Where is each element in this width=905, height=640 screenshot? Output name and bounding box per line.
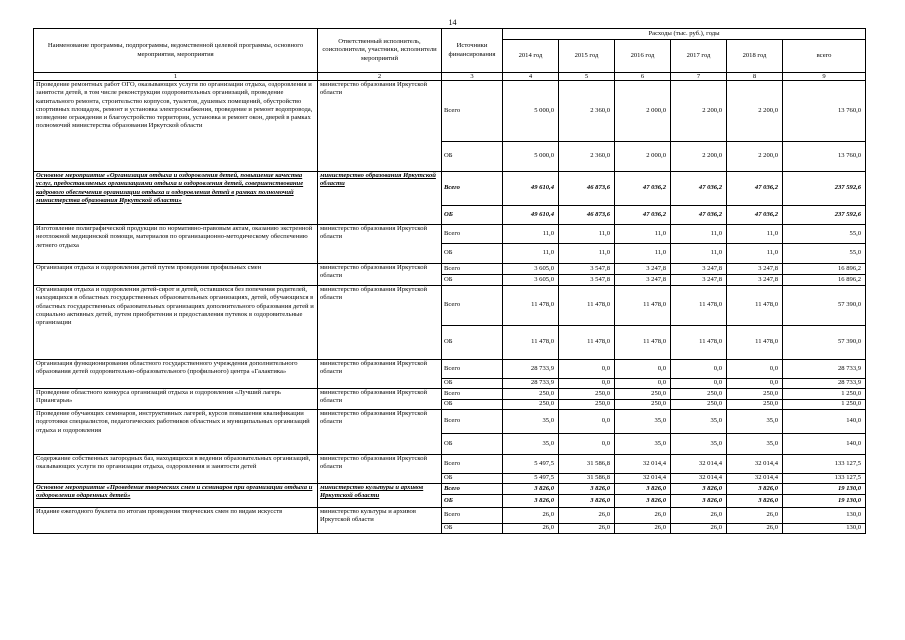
funding-source: Всего [442, 484, 503, 495]
total-value: 1 250,0 [783, 400, 866, 410]
year-value: 250,0 [615, 389, 671, 400]
year-value: 250,0 [727, 400, 783, 410]
year-value: 2 200,0 [671, 81, 727, 142]
total-value: 57 390,0 [783, 326, 866, 360]
year-value: 3 826,0 [503, 495, 559, 508]
table-row [34, 225, 866, 244]
activity-name: Основное мероприятие «Организация отдыха и оздоровления детей, повышение качества услуг, предоставляемых организациями отдыха и оздоровления детей, совершенствование кадрового обеспечения организации отдыха и оздоровления детей в рамках полномочий министерства образования Иркутской области» [34, 172, 318, 225]
year-value: 11 478,0 [615, 286, 671, 326]
year-value: 47 036,2 [727, 206, 783, 225]
year-value: 2 200,0 [727, 142, 783, 172]
year-value: 26,0 [503, 508, 559, 524]
year-value: 250,0 [559, 400, 615, 410]
year-value: 47 036,2 [615, 172, 671, 206]
activity-name: Проведение ремонтных работ ОГО, оказывающих услуги по организации отдыха, оздоровления и занятости детей, в том числе реконструкция оздоровительных организаций, проведение капитального ремонта, строительство корпусов, туалетов, душевых помещений, обустройство спортивных площадок, ремонт и установка электроснабжения, проведение и ремонт водопровода, возведение ограждения и благоустройство территории, установка и ремонт окон, дверей в рамках полномочий министерства образования Иркутской области [34, 81, 318, 172]
executor-name: министерство образования Иркутской области [318, 264, 442, 286]
header-executor: Ответственный исполнитель, соисполнители, участники, исполнители мероприятий [318, 29, 442, 73]
year-value: 26,0 [559, 508, 615, 524]
activity-name: Издание ежегодного буклета по итогам проведения творческих смен по видам искусств [34, 508, 318, 534]
year-value: 31 586,8 [559, 455, 615, 474]
year-value: 26,0 [559, 524, 615, 534]
year-value: 26,0 [671, 524, 727, 534]
header-name: Наименование программы, подпрограммы, ведомственной целевой программы, основного мероприятия, мероприятия [34, 29, 318, 73]
year-value: 3 826,0 [727, 495, 783, 508]
year-value: 3 826,0 [559, 484, 615, 495]
funding-source: Всего [442, 455, 503, 474]
column-number: 6 [615, 73, 671, 81]
year-value: 3 247,8 [727, 264, 783, 275]
year-value: 2 360,0 [559, 142, 615, 172]
year-value: 11 478,0 [615, 326, 671, 360]
funding-source: ОБ [442, 474, 503, 484]
funding-source: Всего [442, 360, 503, 379]
total-value: 55,0 [783, 244, 866, 264]
year-value: 46 873,6 [559, 172, 615, 206]
year-value: 26,0 [671, 508, 727, 524]
year-value: 35,0 [727, 410, 783, 434]
activity-name: Проведение обучающих семинаров, инструктивных лагерей, курсов повышения квалификации подготовки специалистов, педагогических работников областных и муниципальных организаций отдыха и оздоровления [34, 410, 318, 455]
year-value: 31 586,8 [559, 474, 615, 484]
header-year: 2018 год [727, 40, 783, 73]
year-value: 250,0 [727, 389, 783, 400]
column-number: 2 [318, 73, 442, 81]
year-value: 11,0 [503, 225, 559, 244]
year-value: 250,0 [503, 389, 559, 400]
executor-name: министерство образования Иркутской области [318, 389, 442, 410]
activity-name: Организация отдыха и оздоровления детей путем проведения профильных смен [34, 264, 318, 286]
year-value: 49 610,4 [503, 172, 559, 206]
funding-source: ОБ [442, 142, 503, 172]
year-value: 3 826,0 [671, 484, 727, 495]
executor-name: министерство культуры и архивов Иркутской области [318, 508, 442, 534]
funding-source: ОБ [442, 400, 503, 410]
page-number: 14 [448, 18, 457, 27]
table-row [34, 81, 866, 142]
total-value: 1 250,0 [783, 389, 866, 400]
year-value: 0,0 [559, 360, 615, 379]
year-value: 47 036,2 [671, 172, 727, 206]
funding-source: Всего [442, 410, 503, 434]
activity-name: Организация отдыха и оздоровления детей-сирот и детей, оставшихся без попечения родителей, находящихся в областных государственных образовательных организациях, детей, обучающихся в областных государственных образовательных организациях дополнительного образования детей и социально активных детей, путем приобретения и предоставления путевок в оздоровительные организации [34, 286, 318, 360]
year-value: 26,0 [615, 524, 671, 534]
year-value: 0,0 [559, 379, 615, 389]
year-value: 0,0 [559, 410, 615, 434]
year-value: 11,0 [559, 225, 615, 244]
year-value: 3 826,0 [615, 495, 671, 508]
year-value: 250,0 [559, 389, 615, 400]
year-value: 32 014,4 [615, 474, 671, 484]
funding-source: Всего [442, 286, 503, 326]
year-value: 35,0 [503, 434, 559, 455]
year-value: 3 826,0 [559, 495, 615, 508]
column-number: 3 [442, 73, 503, 81]
year-value: 3 605,0 [503, 264, 559, 275]
year-value: 0,0 [727, 360, 783, 379]
year-value: 0,0 [615, 360, 671, 379]
total-value: 140,0 [783, 410, 866, 434]
year-value: 5 000,0 [503, 142, 559, 172]
header-source: Источники финансирования [442, 29, 503, 73]
year-value: 46 873,6 [559, 206, 615, 225]
total-value: 28 733,9 [783, 360, 866, 379]
year-value: 0,0 [559, 434, 615, 455]
activity-name: Проведение областного конкурса организаций отдыха и оздоровления «Лучший лагерь Приангарья» [34, 389, 318, 410]
year-value: 26,0 [727, 508, 783, 524]
year-value: 3 826,0 [671, 495, 727, 508]
funding-source: Всего [442, 172, 503, 206]
year-value: 0,0 [727, 379, 783, 389]
funding-source: ОБ [442, 244, 503, 264]
year-value: 32 014,4 [615, 455, 671, 474]
total-value: 16 896,2 [783, 275, 866, 286]
year-value: 250,0 [671, 389, 727, 400]
year-value: 11,0 [503, 244, 559, 264]
year-value: 2 360,0 [559, 81, 615, 142]
funding-source: ОБ [442, 495, 503, 508]
year-value: 0,0 [671, 360, 727, 379]
year-value: 32 014,4 [671, 455, 727, 474]
year-value: 3 605,0 [503, 275, 559, 286]
total-value: 19 130,0 [783, 484, 866, 495]
year-value: 11 478,0 [671, 326, 727, 360]
year-value: 5 497,5 [503, 455, 559, 474]
total-value: 130,0 [783, 508, 866, 524]
total-value: 57 390,0 [783, 286, 866, 326]
executor-name: министерство образования Иркутской области [318, 360, 442, 389]
header-year: 2015 год [559, 40, 615, 73]
funding-source: Всего [442, 225, 503, 244]
header-year: 2016 год [615, 40, 671, 73]
funding-source: ОБ [442, 275, 503, 286]
year-value: 11,0 [559, 244, 615, 264]
funding-source: Всего [442, 81, 503, 142]
table-row [34, 360, 866, 379]
header-year: 2014 год [503, 40, 559, 73]
year-value: 11,0 [671, 225, 727, 244]
header-year: 2017 год [671, 40, 727, 73]
header-total: всего [783, 40, 866, 73]
table-row [34, 264, 866, 275]
year-value: 11 478,0 [727, 326, 783, 360]
total-value: 237 592,6 [783, 206, 866, 225]
table-row [34, 508, 866, 524]
executor-name: министерство образования Иркутской области [318, 225, 442, 264]
year-value: 26,0 [503, 524, 559, 534]
year-value: 28 733,9 [503, 360, 559, 379]
year-value: 47 036,2 [671, 206, 727, 225]
year-value: 26,0 [727, 524, 783, 534]
total-value: 16 896,2 [783, 264, 866, 275]
column-numbers-row [34, 73, 866, 81]
funding-source: ОБ [442, 434, 503, 455]
column-number: 4 [503, 73, 559, 81]
year-value: 0,0 [615, 379, 671, 389]
year-value: 35,0 [727, 434, 783, 455]
column-number: 5 [559, 73, 615, 81]
year-value: 11 478,0 [559, 326, 615, 360]
year-value: 35,0 [671, 434, 727, 455]
column-number: 7 [671, 73, 727, 81]
year-value: 11,0 [727, 244, 783, 264]
year-value: 3 247,8 [615, 275, 671, 286]
funding-source: Всего [442, 389, 503, 400]
executor-name: министерство образования Иркутской области [318, 172, 442, 225]
year-value: 11 478,0 [503, 326, 559, 360]
total-value: 130,0 [783, 524, 866, 534]
year-value: 2 200,0 [671, 142, 727, 172]
activity-name: Содержание собственных загородных баз, находящихся в ведении образовательных организаций, оказывающих услуги по организации отдыха, оздоровления и занятости детей [34, 455, 318, 484]
total-value: 133 127,5 [783, 455, 866, 474]
year-value: 5 497,5 [503, 474, 559, 484]
year-value: 35,0 [615, 434, 671, 455]
year-value: 3 826,0 [503, 484, 559, 495]
funding-source: ОБ [442, 206, 503, 225]
year-value: 0,0 [671, 379, 727, 389]
total-value: 237 592,6 [783, 172, 866, 206]
activity-name: Основное мероприятие «Проведение творческих смен и семинаров при организации отдыха и оздоровления одаренных детей» [34, 484, 318, 508]
funding-source: ОБ [442, 379, 503, 389]
year-value: 11,0 [615, 244, 671, 264]
year-value: 47 036,2 [615, 206, 671, 225]
year-value: 5 000,0 [503, 81, 559, 142]
column-number: 9 [783, 73, 866, 81]
year-value: 47 036,2 [727, 172, 783, 206]
column-number: 1 [34, 73, 318, 81]
table-row [34, 286, 866, 326]
year-value: 2 200,0 [727, 81, 783, 142]
year-value: 28 733,9 [503, 379, 559, 389]
executor-name: министерство культуры и архивов Иркутской области [318, 484, 442, 508]
executor-name: министерство образования Иркутской области [318, 455, 442, 484]
year-value: 250,0 [671, 400, 727, 410]
year-value: 3 247,8 [727, 275, 783, 286]
funding-source: Всего [442, 264, 503, 275]
year-value: 3 547,8 [559, 264, 615, 275]
executor-name: министерство образования Иркутской области [318, 410, 442, 455]
total-value: 28 733,9 [783, 379, 866, 389]
total-value: 13 760,0 [783, 81, 866, 142]
table-row [34, 410, 866, 434]
column-number: 8 [727, 73, 783, 81]
table-row [34, 389, 866, 400]
year-value: 250,0 [503, 400, 559, 410]
executor-name: министерство образования Иркутской области [318, 286, 442, 360]
year-value: 35,0 [615, 410, 671, 434]
table-body [34, 81, 866, 534]
year-value: 32 014,4 [727, 474, 783, 484]
table-row [34, 484, 866, 495]
table-header [34, 29, 866, 81]
year-value: 11,0 [615, 225, 671, 244]
expenses-table [33, 28, 866, 534]
year-value: 11,0 [671, 244, 727, 264]
year-value: 3 547,8 [559, 275, 615, 286]
year-value: 2 000,0 [615, 142, 671, 172]
table-row [34, 455, 866, 474]
year-value: 250,0 [615, 400, 671, 410]
year-value: 11 478,0 [671, 286, 727, 326]
year-value: 26,0 [615, 508, 671, 524]
year-value: 3 826,0 [727, 484, 783, 495]
total-value: 19 130,0 [783, 495, 866, 508]
year-value: 3 247,8 [671, 275, 727, 286]
year-value: 2 000,0 [615, 81, 671, 142]
year-value: 32 014,4 [671, 474, 727, 484]
funding-source: ОБ [442, 524, 503, 534]
year-value: 49 610,4 [503, 206, 559, 225]
year-value: 3 826,0 [615, 484, 671, 495]
activity-name: Изготовление полиграфической продукции по нормативно-правовым актам, оказанию экстренной неотложной медицинской помощи, материалов по организационно-методическому обеспечению летнего отдыха [34, 225, 318, 264]
year-value: 11 478,0 [727, 286, 783, 326]
total-value: 133 127,5 [783, 474, 866, 484]
year-value: 3 247,8 [671, 264, 727, 275]
year-value: 11 478,0 [559, 286, 615, 326]
year-value: 11 478,0 [503, 286, 559, 326]
table-row [34, 172, 866, 206]
executor-name: министерство образования Иркутской области [318, 81, 442, 172]
funding-source: ОБ [442, 326, 503, 360]
header-expenses: Расходы (тыс. руб.), годы [503, 29, 866, 40]
year-value: 3 247,8 [615, 264, 671, 275]
year-value: 35,0 [671, 410, 727, 434]
year-value: 11,0 [727, 225, 783, 244]
year-value: 32 014,4 [727, 455, 783, 474]
total-value: 140,0 [783, 434, 866, 455]
year-value: 35,0 [503, 410, 559, 434]
activity-name: Организация функционирования областного государственного учреждения дополнительного образования детей оздоровительно-образовательного (профильного) центра «Галактика» [34, 360, 318, 389]
funding-source: Всего [442, 508, 503, 524]
total-value: 13 760,0 [783, 142, 866, 172]
total-value: 55,0 [783, 225, 866, 244]
